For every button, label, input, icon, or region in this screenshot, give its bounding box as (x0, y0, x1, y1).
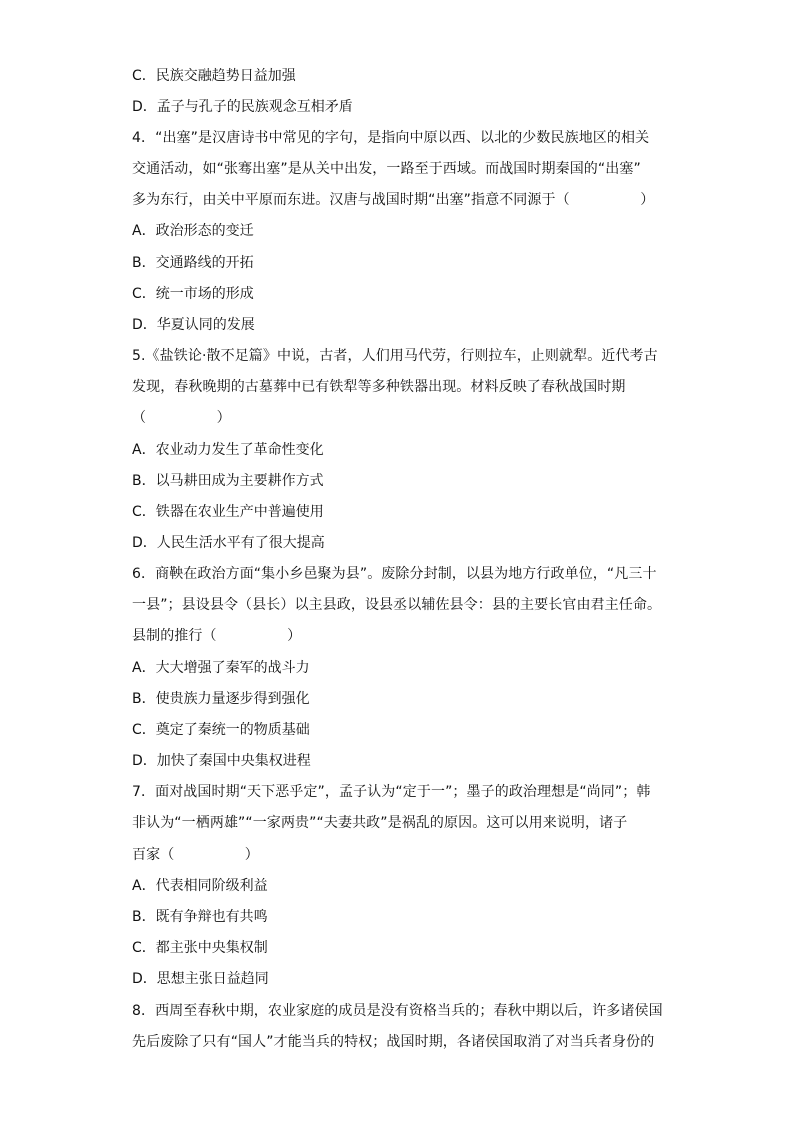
q3-option-d: D．孟子与孔子的民族观念互相矛盾 (132, 99, 353, 115)
q6-stem-line-3: 县制的推行（ ） (132, 628, 302, 644)
q7-stem-line-3: 百家（ ） (132, 847, 259, 863)
q5-option-b: B．以马耕田成为主要耕作方式 (132, 473, 324, 489)
q6-option-c: C．奠定了秦统一的物质基础 (132, 722, 310, 738)
q5-option-d: D．人民生活水平有了很大提高 (132, 535, 325, 551)
q4-stem-line-3: 多为东行，由关中平原而东进。汉唐与战国时期“出塞”指意不同源于（ ） (132, 192, 655, 208)
q6-option-a: A．大大增强了秦军的战斗力 (132, 660, 310, 676)
q7-option-a: A．代表相同阶级利益 (132, 878, 268, 894)
q4-option-a: A．政治形态的变迁 (132, 223, 254, 239)
q5-option-c: C．铁器在农业生产中普遍使用 (132, 504, 324, 520)
q8-stem-line-1: 8．西周至春秋中期，农业家庭的成员是没有资格当兵的；春秋中期以后，许多诸侯国 (132, 1003, 663, 1019)
q4-option-d: D．华夏认同的发展 (132, 317, 255, 333)
q4-stem-line-1: 4．“出塞”是汉唐诗书中常见的字句，是指向中原以西、以北的少数民族地区的相关 (132, 130, 650, 146)
q5-stem-line-3: （ ） (132, 410, 231, 426)
q7-option-d: D．思想主张日益趋同 (132, 971, 269, 987)
q6-stem-line-2: 一县”；县设县令（县长）以主县政，设县丞以辅佐县令：县的主要长官由君主任命。 (132, 597, 662, 613)
q6-option-d: D．加快了秦国中央集权进程 (132, 753, 311, 769)
q5-option-a: A．农业动力发生了革命性变化 (132, 442, 324, 458)
q6-stem-line-1: 6．商鞅在政治方面“集小乡邑聚为县”。废除分封制，以县为地方行政单位，“凡三十 (132, 566, 657, 582)
q7-stem-line-2: 非认为“一栖两雄”“一家两贵”“夫妻共政”是祸乱的原因。这可以用来说明，诸子 (132, 815, 628, 831)
q7-stem-line-1: 7．面对战国时期“天下恶乎定”，孟子认为“定于一”；墨子的政治理想是“尚同”；韩 (132, 784, 651, 800)
q4-stem-line-2: 交通活动，如“张骞出塞”是从关中出发，一路至于西域。而战国时期秦国的“出塞” (132, 161, 641, 177)
q4-option-c: C．统一市场的形成 (132, 286, 254, 302)
q5-stem-line-2: 发现，春秋晚期的古墓葬中已有铁犁等多种铁器出现。材料反映了春秋战国时期 (132, 379, 626, 395)
q8-stem-line-2: 先后废除了只有“国人”才能当兵的特权；战国时期，各诸侯国取消了对当兵者身份的 (132, 1034, 655, 1050)
q7-option-b: B．既有争辩也有共鸣 (132, 909, 268, 925)
q6-option-b: B．使贵族力量逐步得到强化 (132, 691, 310, 707)
q3-option-c: C．民族交融趋势日益加强 (132, 68, 296, 84)
q7-option-c: C．都主张中央集权制 (132, 940, 268, 956)
q5-stem-line-1: 5.《盐铁论·散不足篇》中说，古者，人们用马代劳，行则拉车，止则就犁。近代考古 (132, 348, 658, 364)
q4-option-b: B．交通路线的开拓 (132, 255, 254, 271)
